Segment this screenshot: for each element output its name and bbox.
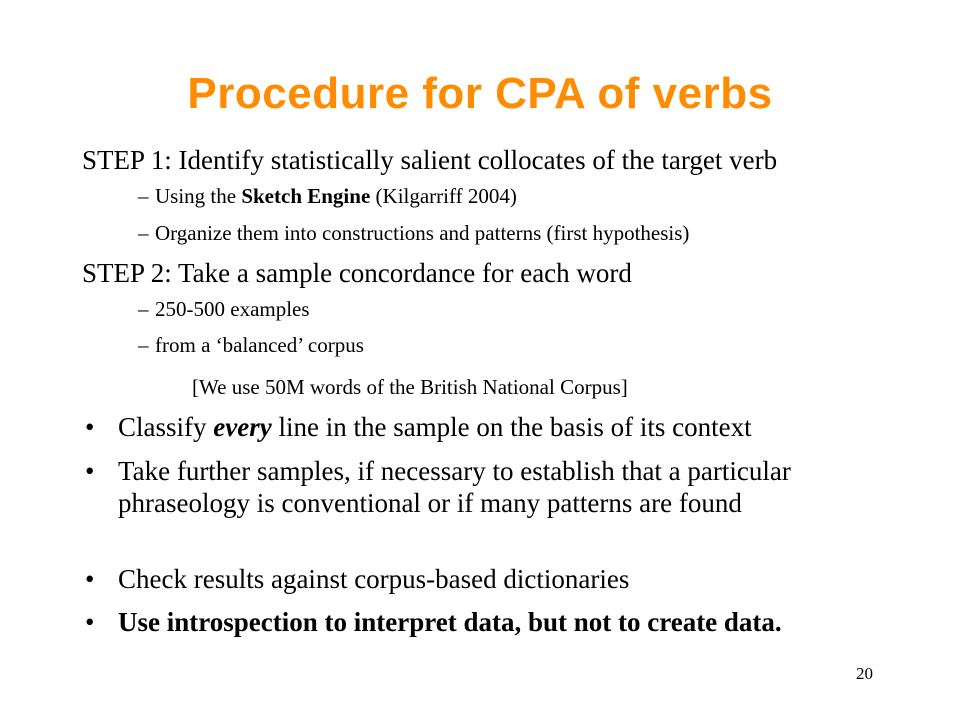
bullet-marker: • xyxy=(85,607,95,637)
bullet-item-classify xyxy=(118,411,918,443)
bullet-emphasis: every xyxy=(213,412,272,442)
bullet-marker: • xyxy=(85,456,95,486)
step-1-heading: STEP 1: Identify statistically salient collocates of the target verb xyxy=(82,145,778,175)
dash-marker: – xyxy=(138,221,149,245)
bullet-item-further-samples: Take further samples, if necessary to establish that a particular phraseology is conventional or if many patterns are found xyxy=(118,456,791,518)
dash-marker: – xyxy=(138,297,149,321)
dash-marker: – xyxy=(138,184,149,208)
bullet-item-check-results: Check results against corpus-based dictionaries xyxy=(118,564,630,594)
step-1-item-organize xyxy=(138,220,690,246)
step-2-item-examples xyxy=(138,296,310,322)
step-1-item-text: Organize them into constructions and patterns (first hypothesis) xyxy=(155,221,690,245)
step-1-item-text-before: Using the xyxy=(155,184,242,208)
step-2-item-text: 250-500 examples xyxy=(155,297,310,321)
step-2-heading: STEP 2: Take a sample concordance for each word xyxy=(82,258,632,288)
corpus-note: [We use 50M words of the British National Corpus] xyxy=(192,375,628,399)
slide-title: Procedure for CPA of verbs xyxy=(187,69,773,118)
step-2-item-corpus xyxy=(138,332,364,358)
dash-marker: – xyxy=(138,333,149,357)
step-2-item-text: from a ‘balanced’ corpus xyxy=(155,333,364,357)
step-1-item-sketch-engine xyxy=(138,183,517,209)
bullet-marker: • xyxy=(85,564,95,594)
page-number: 20 xyxy=(856,664,873,683)
bullet-marker: • xyxy=(85,412,95,442)
sketch-engine-name: Sketch Engine xyxy=(241,184,371,208)
bullet-text-before: Classify xyxy=(118,412,214,442)
bullet-text-after: line in the sample on the basis of its context xyxy=(271,412,752,442)
bullet-item-introspection: Use introspection to interpret data, but not to create data. xyxy=(118,607,782,637)
step-1-item-text-after: (Kilgarriff 2004) xyxy=(370,184,517,208)
